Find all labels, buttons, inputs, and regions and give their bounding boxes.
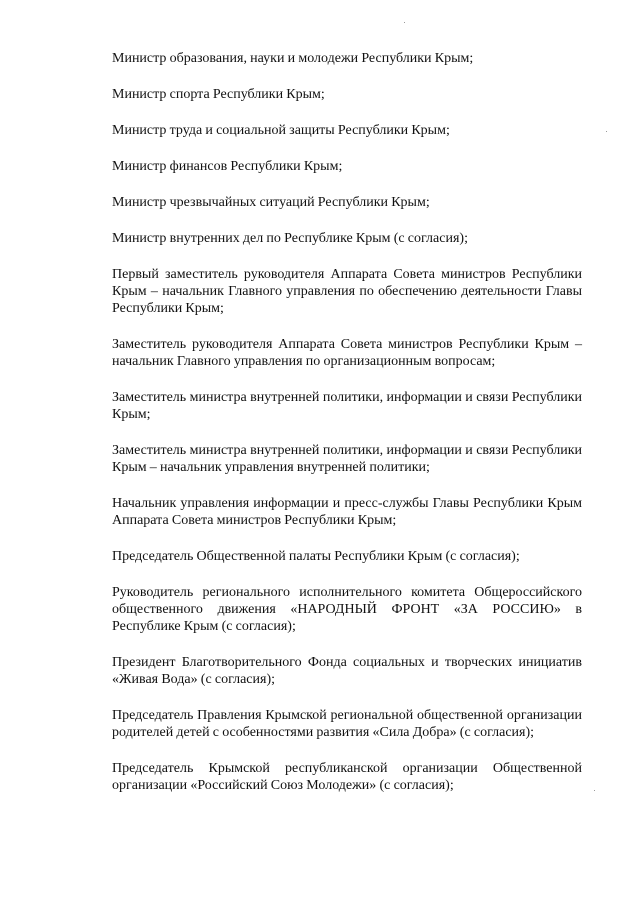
list-entry: Министр труда и социальной защиты Республики Крым; [112,123,450,138]
list-entry: Заместитель министра внутренней политики, информации и связи Республики Крым – начальник управления внутренней политики; [112,443,582,475]
list-entry: Председатель Общественной палаты Республики Крым (с согласия); [112,549,520,564]
list-entry: Министр спорта Республики Крым; [112,87,325,102]
list-entry: Первый заместитель руководителя Аппарата Совета министров Республики Крым – начальник Главного управления по обеспечению деятельности Главы Республики Крым; [112,267,582,316]
scan-speck [404,22,405,23]
member-list [112,50,582,813]
list-entry: Руководитель регионального исполнительного комитета Общероссийского общественного движения «НАРОДНЫЙ ФРОНТ «ЗА РОССИЮ» в Республике Крым (с согласия); [112,585,582,634]
list-entry: Министр внутренних дел по Республике Крым (с согласия); [112,231,468,246]
list-entry: Министр чрезвычайных ситуаций Республики Крым; [112,195,430,210]
list-entry: Заместитель руководителя Аппарата Совета министров Республики Крым – начальник Главного управления по организационным вопросам; [112,337,582,369]
list-entry: Заместитель министра внутренней политики, информации и связи Республики Крым; [112,390,582,422]
list-entry: Председатель Правления Крымской региональной общественной организации родителей детей с особенностями развития «Сила Добра» (с согласия); [112,708,582,740]
list-entry: Президент Благотворительного Фонда социальных и творческих инициатив «Живая Вода» (с согласия); [112,655,582,687]
scan-speck [606,131,607,132]
list-entry: Министр образования, науки и молодежи Республики Крым; [112,51,474,66]
list-entry: Министр финансов Республики Крым; [112,159,343,174]
list-entry: Начальник управления информации и пресс-службы Главы Республики Крым Аппарата Совета министров Республики Крым; [112,496,582,528]
scan-speck [594,790,595,791]
list-entry: Председатель Крымской республиканской организации Общественной организации «Российский Союз Молодежи» (с согласия); [112,761,582,793]
